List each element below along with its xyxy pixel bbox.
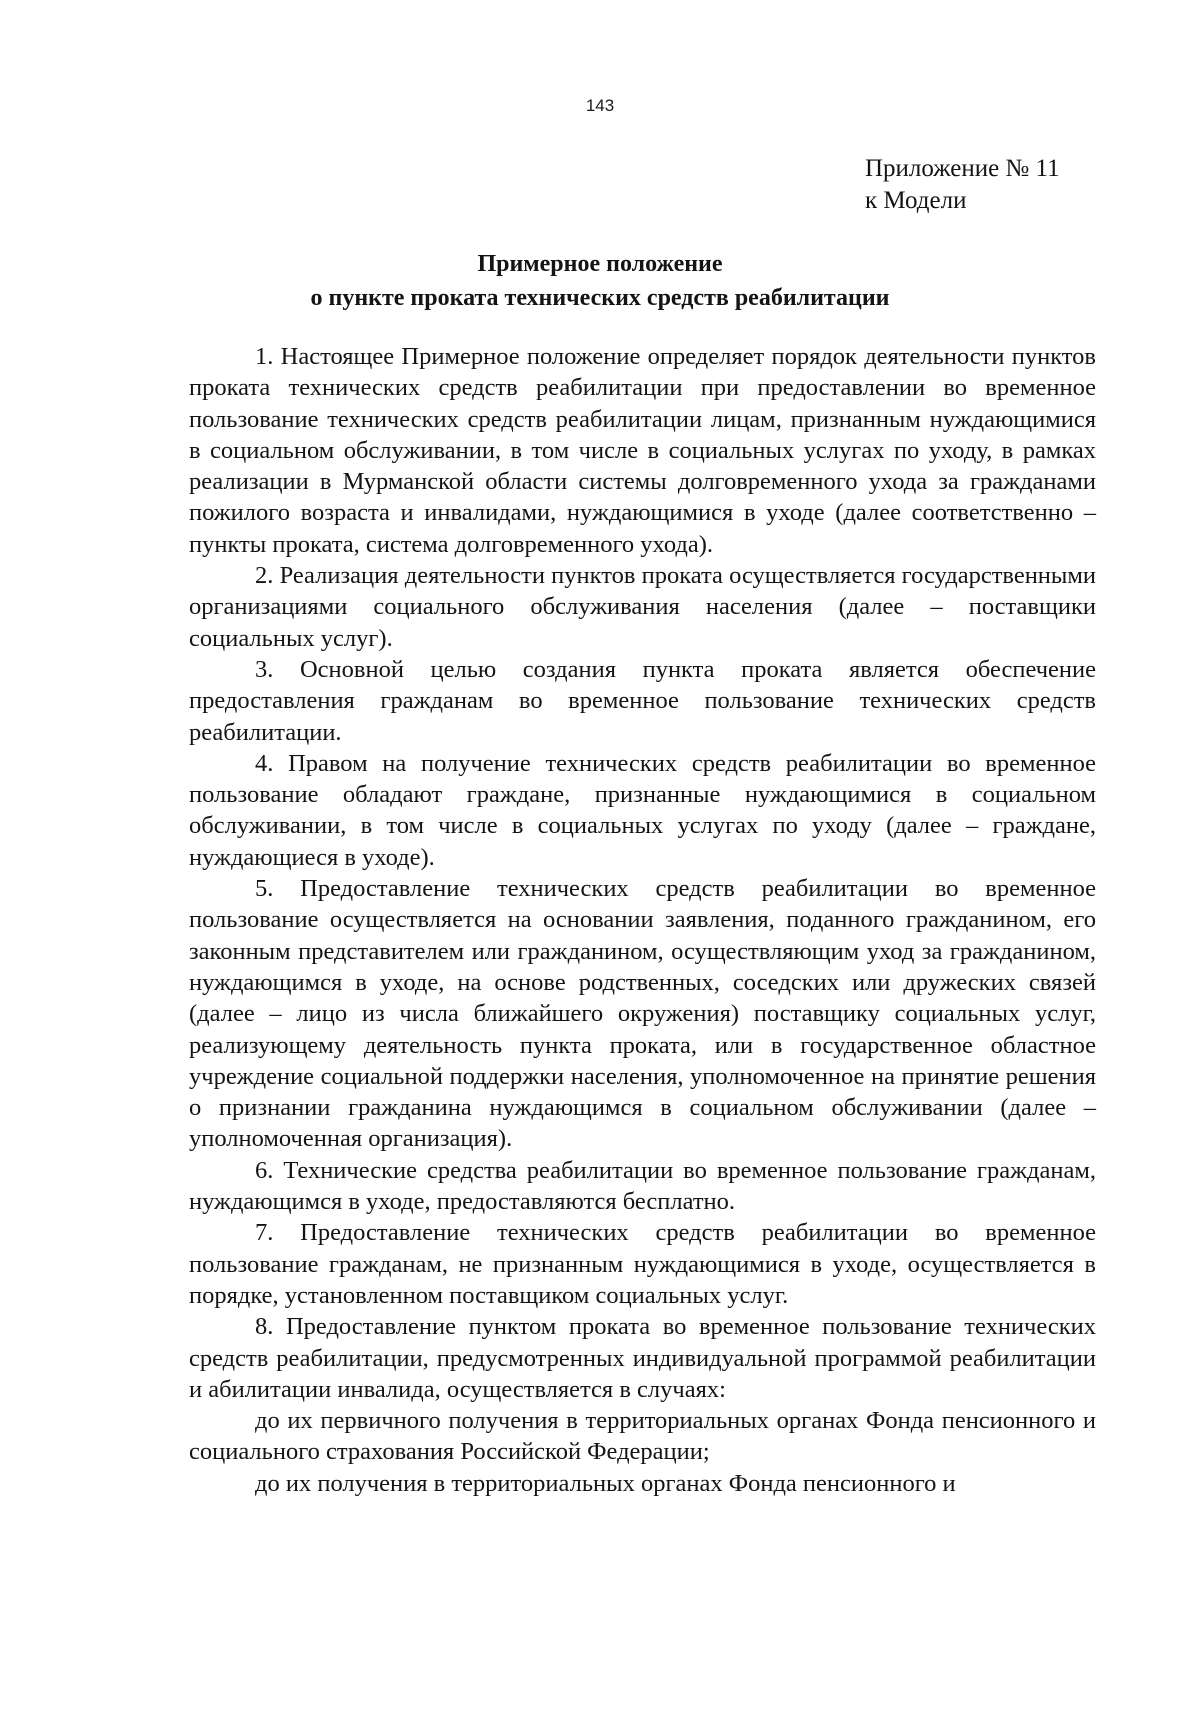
appendix-model-ref: к Модели bbox=[865, 187, 967, 214]
document-body bbox=[189, 341, 1096, 1499]
paragraph-3: 3. Основной целью создания пункта проката является обеспечение предоставления гражданам во временное пользование технических средств реабилитации. bbox=[189, 655, 1096, 746]
paragraph-6: 6. Технические средства реабилитации во временное пользование гражданам, нуждающимся в уходе, предоставляются бесплатно. bbox=[189, 1156, 1096, 1216]
paragraph-1: 1. Настоящее Примерное положение определяет порядок деятельности пунктов проката технических средств реабилитации при предоставлении во временное пользование технических средств реабилитации лицам, признанным нуждающимися в социальном обслуживании, в том числе в социальных услугах по уходу, в рамках реализации в Мурманской области системы долговременного ухода за гражданами пожилого возраста и инвалидами, нуждающимися в уходе (далее соответственно – пункты проката, система долговременного ухода). bbox=[189, 343, 1096, 558]
appendix-reference bbox=[865, 153, 1060, 217]
paragraph-7: 7. Предоставление технических средств реабилитации во временное пользование гражданам, не признанным нуждающимися в уходе, осуществляется в порядке, установленном поставщиком социальных услуг. bbox=[189, 1219, 1096, 1309]
paragraph-8: 8. Предоставление пунктом проката во временное пользование технических средств реабилитации, предусмотренных индивидуальной программой реабилитации и абилитации инвалида, осуществляется в случаях: bbox=[189, 1313, 1096, 1403]
page-number: 143 bbox=[585, 96, 615, 115]
title-line-1: Примерное положение bbox=[477, 251, 723, 277]
document-title bbox=[0, 247, 1200, 315]
paragraph-4: 4. Правом на получение технических средств реабилитации во временное пользование обладают граждане, признанные нуждающимися в социальном обслуживании, в том числе в социальных услугах по уходу (далее – граждане, нуждающиеся в уходе). bbox=[189, 749, 1096, 871]
paragraph-5: 5. Предоставление технических средств реабилитации во временное пользование осуществляется на основании заявления, поданного гражданином, его законным представителем или гражданином, осуществляющим уход за гражданином, нуждающимся в уходе, на основе родственных, соседских или дружеских связей (далее – лицо из числа ближайшего окружения) поставщику социальных услуг, реализующему деятельность пункта проката, или в государственное областное учреждение социальной поддержки населения, уполномоченное на принятие решения о признании гражданина нуждающимся в социальном обслуживании (далее – уполномоченная организация). bbox=[189, 875, 1096, 1153]
appendix-number: Приложение № 11 bbox=[865, 155, 1060, 182]
paragraph-2: 2. Реализация деятельности пунктов проката осуществляется государственными организациями социального обслуживания населения (далее – поставщики социальных услуг). bbox=[189, 562, 1096, 652]
paragraph-8-case-2: до их получения в территориальных органах Фонда пенсионного и bbox=[255, 1469, 956, 1497]
title-line-2: о пункте проката технических средств реабилитации bbox=[310, 285, 890, 311]
paragraph-8-case-1: до их первичного получения в территориальных органах Фонда пенсионного и социального страхования Российской Федерации; bbox=[189, 1407, 1096, 1466]
